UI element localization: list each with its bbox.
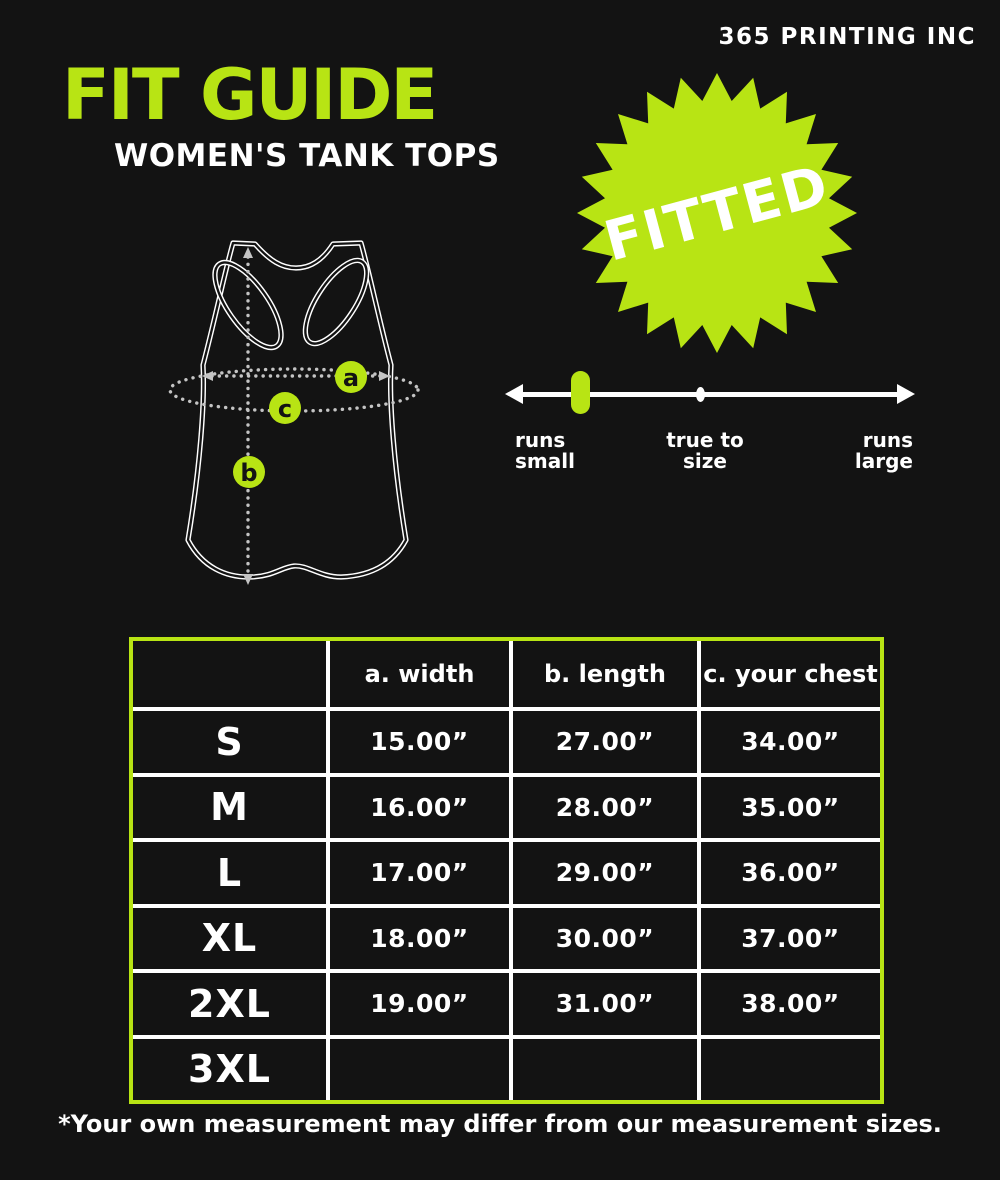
arrow-up-icon <box>243 247 253 258</box>
header-length: b. length <box>513 641 697 707</box>
row-l-width: 17.00” <box>330 842 509 904</box>
row-2xl-length: 31.00” <box>513 973 697 1035</box>
row-m-size: M <box>133 777 326 839</box>
fitted-badge-label: FITTED <box>597 152 837 274</box>
row-xl-size: XL <box>133 908 326 970</box>
row-s-chest: 34.00” <box>701 711 880 773</box>
label-runs-large: runs large <box>854 428 913 473</box>
row-xl-chest: 37.00” <box>701 908 880 970</box>
row-2xl-size: 2XL <box>133 973 326 1035</box>
row-l-chest: 36.00” <box>701 842 880 904</box>
row-l-length: 29.00” <box>513 842 697 904</box>
page-title: FIT GUIDE <box>62 54 437 136</box>
row-3xl-length <box>513 1039 697 1101</box>
fit-scale <box>505 368 915 488</box>
row-s-width: 15.00” <box>330 711 509 773</box>
tank-top-diagram <box>160 237 440 592</box>
row-2xl-width: 19.00” <box>330 973 509 1035</box>
row-3xl-width <box>330 1039 509 1101</box>
row-3xl-size: 3XL <box>133 1039 326 1101</box>
row-m-chest: 35.00” <box>701 777 880 839</box>
marker-b <box>233 456 265 488</box>
row-m-length: 28.00” <box>513 777 697 839</box>
svg-text:a: a <box>342 364 360 392</box>
row-l-size: L <box>133 842 326 904</box>
size-table <box>129 637 884 1104</box>
row-xl-length: 30.00” <box>513 908 697 970</box>
page-subtitle: WOMEN'S TANK TOPS <box>114 138 500 174</box>
label-runs-small: runs small <box>515 428 575 473</box>
marker-a <box>335 361 367 393</box>
row-2xl-chest: 38.00” <box>701 973 880 1035</box>
header-width: a. width <box>330 641 509 707</box>
brand-name: 365 PRINTING INC <box>718 24 976 50</box>
label-true-to-size: true to size <box>666 428 744 473</box>
header-chest: c. your chest <box>701 641 880 707</box>
row-m-width: 16.00” <box>330 777 509 839</box>
fit-position-marker <box>571 371 590 414</box>
scale-arrow-right-icon <box>897 384 915 404</box>
svg-text:c: c <box>277 395 293 423</box>
row-s-length: 27.00” <box>513 711 697 773</box>
row-xl-width: 18.00” <box>330 908 509 970</box>
marker-c <box>269 392 301 424</box>
header-blank <box>133 641 326 707</box>
measurement-disclaimer: *Your own measurement may differ from our measurement sizes. <box>58 1110 942 1138</box>
svg-text:b: b <box>240 459 258 487</box>
fitted-badge <box>576 72 858 354</box>
row-3xl-chest <box>701 1039 880 1101</box>
row-s-size: S <box>133 711 326 773</box>
true-to-size-dot <box>696 387 705 402</box>
